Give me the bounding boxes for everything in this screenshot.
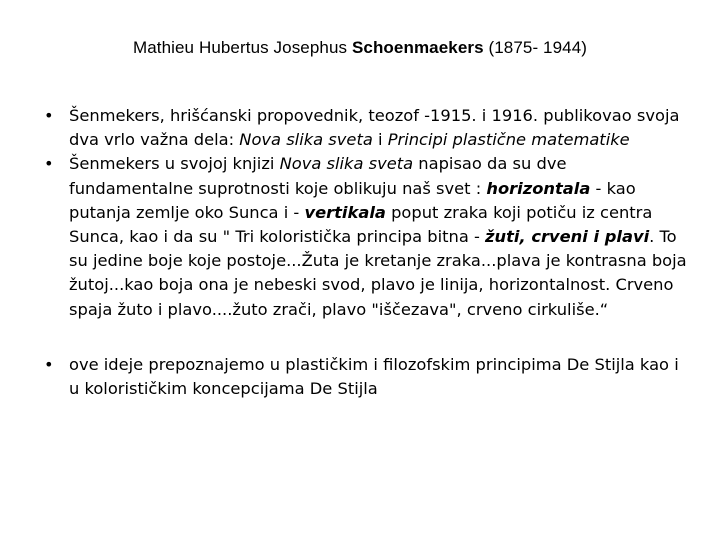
term-colors: žuti, crveni i plavi	[485, 227, 650, 247]
term-vertical: vertikala	[304, 202, 386, 222]
bullet-text: Šenmekers, hrišćanski propovednik, teozof -1915. i 1916. publikovao svoja dva vrlo važna dela: Nova slika sveta i Principi plastične matematike	[69, 106, 680, 150]
bullet-icon: •	[44, 354, 54, 374]
bullet-list	[44, 104, 690, 401]
term-horizontal: horizontala	[486, 178, 591, 198]
bullet-item-publications	[44, 104, 690, 152]
bullet-item-de-stijl	[44, 353, 690, 401]
bullet-icon: •	[44, 106, 54, 125]
bullet-text: ove ideje prepoznajemo u plastičkim i filozofskim principima De Stijla kao i u kolorističkim koncepcijama De Stijla	[69, 354, 679, 399]
bullet-icon: •	[44, 154, 54, 174]
title-years: (1875- 1944)	[483, 38, 588, 57]
bullet-item-principles	[44, 152, 690, 321]
slide-title	[0, 38, 720, 58]
title-name: Mathieu Hubertus Josephus	[132, 38, 352, 57]
book-title: Nova slika sveta	[239, 130, 373, 150]
book-title: Nova slika sveta	[279, 154, 414, 174]
title-surname: Schoenmaekers	[351, 38, 484, 57]
book-title: Principi plastične matematike	[387, 130, 630, 150]
bullet-text: Šenmekers u svojoj knjizi Nova slika sveta napisao da su dve fundamentalne suprotnosti koje oblikuju naš svet : horizontala - kao putanja zemlje oko Sunca i - vertikala poput zraka koji potiču iz centra Sunca, kao i da su " Tri koloristička principa bitna - žuti, crveni i plavi. To su jedine boje koje postoje...Žuta je kretanje zraka...plava je kontrasna boja žutoj...kao boja ona je nebeski svod, plavo je linija, horizontalnost. Crveno spaja žuto i plavo....žuto zrači, plavo "iščezava", crveno cirkuliše.“	[69, 154, 687, 319]
